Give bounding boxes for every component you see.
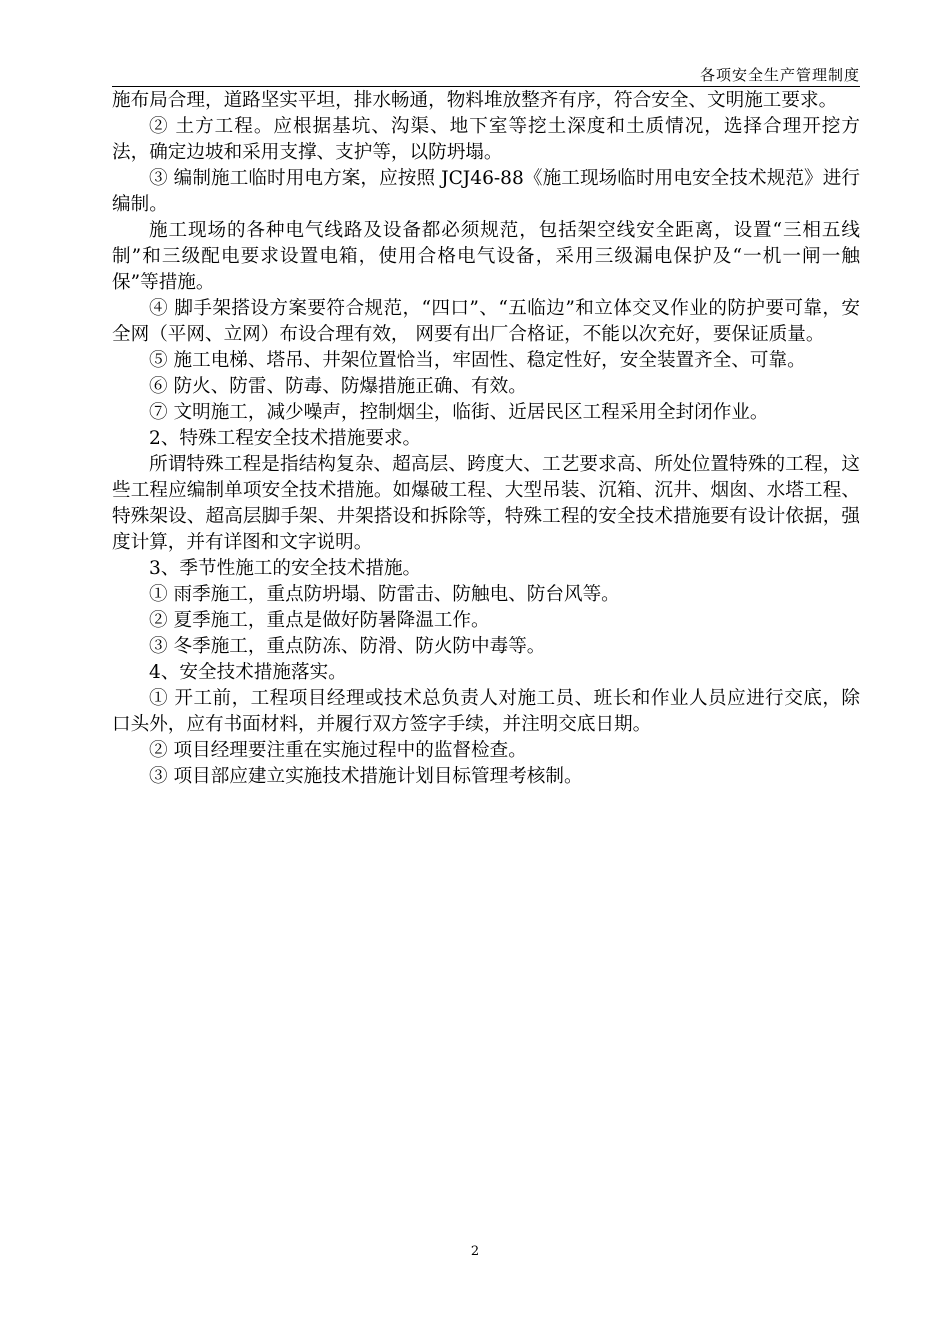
header-title: 各项安全生产管理制度 — [699, 66, 860, 84]
document-body — [112, 88, 860, 790]
paragraph-earthwork: ② 土方工程。应根据基坑、沟渠、地下室等挖土深度和土质情况，选择合理开挖方法，确定边坡和采用支撑、支护等，以防坍塌。 — [112, 116, 860, 163]
paragraph-scaffolding: ④ 脚手架搭设方案要符合规范，“四口”、“五临边”和立体交叉作业的防护要可靠，安全网（平网、立网）布设合理有效， 网要有出厂合格证，不能以次充好，要保证质量。 — [112, 298, 860, 345]
paragraph-continuation: 施布局合理，道路坚实平坦，排水畅通，物料堆放整齐有序，符合安全、文明施工要求。 — [112, 90, 838, 111]
paragraph-elevator-crane: ⑤ 施工电梯、塔吊、井架位置恰当，牢固性、稳定性好，安全装置齐全、可靠。 — [149, 350, 806, 371]
section-heading-seasonal: 3、季节性施工的安全技术措施。 — [149, 558, 422, 579]
paragraph-supervision: ② 项目经理要注重在实施过程中的监督检查。 — [149, 740, 527, 761]
paragraph-temporary-power-plan: ③ 编制施工临时用电方案，应按照 JCJ46-88《施工现场临时用电安全技术规范》进行编制。 — [112, 168, 860, 215]
paragraph-winter: ③ 冬季施工，重点防冻、防滑、防火防中毒等。 — [149, 636, 546, 657]
paragraph-civilized-construction: ⑦ 文明施工，减少噪声，控制烟尘，临街、近居民区工程采用全封闭作业。 — [149, 402, 769, 423]
page-number: 2 — [470, 1244, 480, 1259]
paragraph-special-works: 所谓特殊工程是指结构复杂、超高层、跨度大、工艺要求高、所处位置特殊的工程，这些工程应编制单项安全技术措施。如爆破工程、大型吊装、沉箱、沉井、烟囱、水塔工程、特殊架设、超高层脚手架、井架搭设和拆除等，特殊工程的安全技术措施要有设计依据，强度计算，并有详图和文字说明。 — [112, 454, 860, 553]
paragraph-briefing: ① 开工前，工程项目经理或技术总负责人对施工员、班长和作业人员应进行交底，除口头外，应有书面材料，并履行双方签字手续，并注明交底日期。 — [112, 688, 860, 735]
section-heading-implementation: 4、安全技术措施落实。 — [149, 662, 347, 683]
page-header — [112, 62, 860, 87]
paragraph-summer: ② 夏季施工，重点是做好防暑降温工作。 — [149, 610, 490, 631]
paragraph-rainy-season: ① 雨季施工，重点防坍塌、防雷击、防触电、防台风等。 — [149, 584, 620, 605]
section-heading-special-works: 2、特殊工程安全技术措施要求。 — [149, 428, 422, 449]
paragraph-assessment: ③ 项目部应建立实施技术措施计划目标管理考核制。 — [149, 766, 583, 787]
paragraph-electrical-lines: 施工现场的各种电气线路及设备都必须规范，包括架空线安全距离，设置“三相五线制”和三级配电要求设置电箱，使用合格电气设备，采用三级漏电保护及“一机一闸一触保”等措施。 — [112, 220, 860, 293]
paragraph-fire-lightning: ⑥ 防火、防雷、防毒、防爆措施正确、有效。 — [149, 376, 527, 397]
